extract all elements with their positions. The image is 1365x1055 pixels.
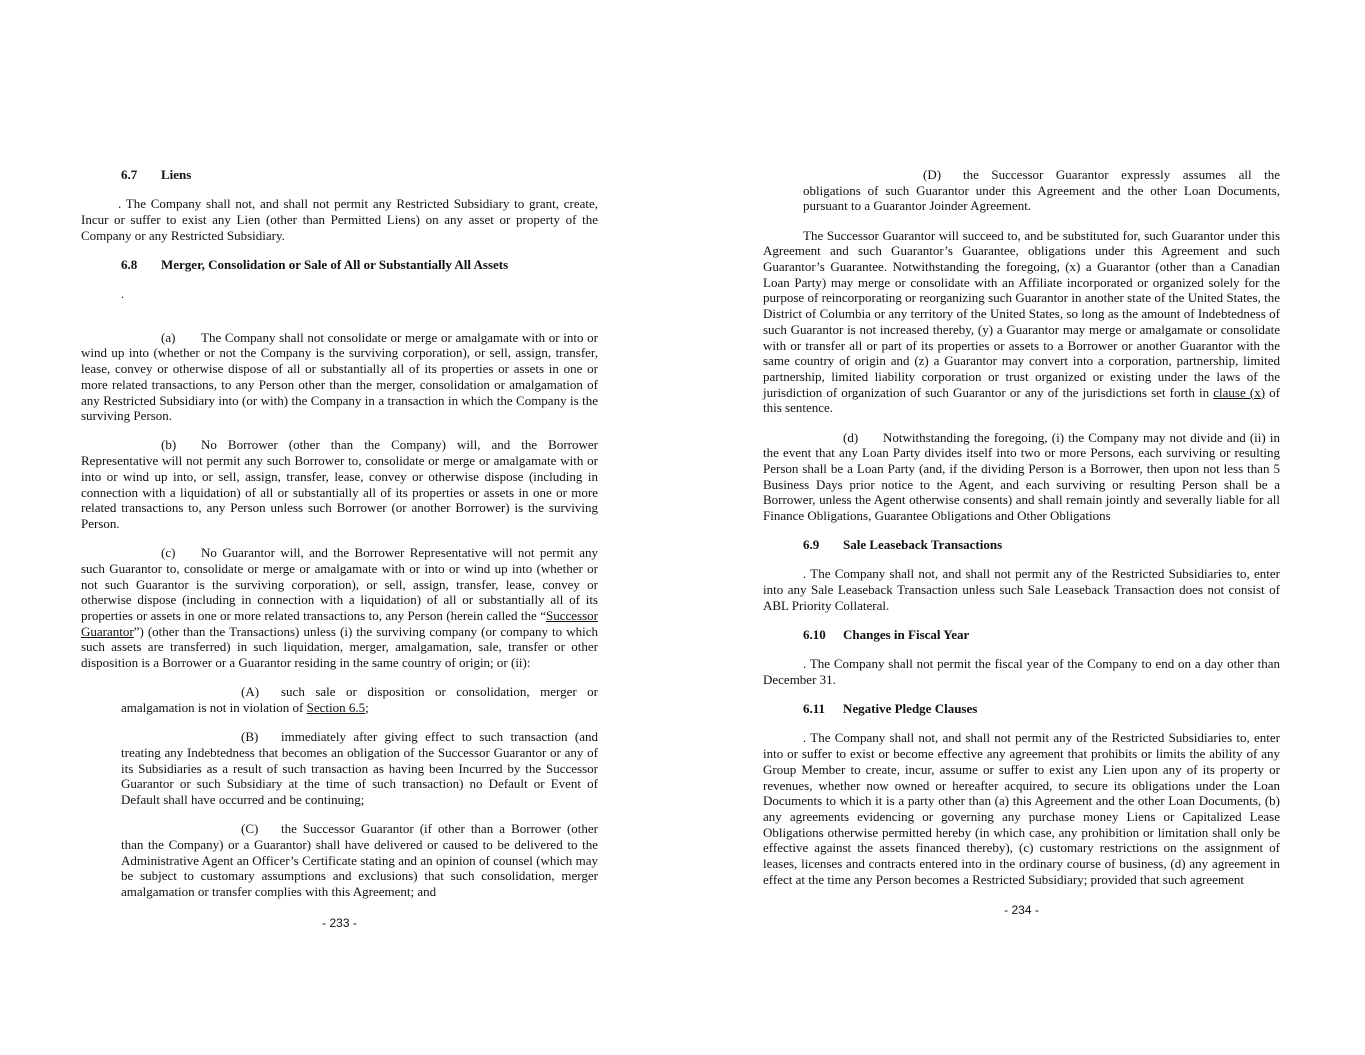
- clause-label: (d): [843, 429, 859, 445]
- paragraph-sale-leaseback: . The Company shall not, and shall not permit any of the Restricted Subsidiaries to, enter into any Sale Leaseback Transaction unless such Sale Leaseback Transaction does not consist of ABL Priority Collateral.: [763, 566, 1280, 613]
- clause-label: (A): [241, 684, 260, 700]
- section-number: 6.8: [121, 256, 138, 272]
- section-heading-6-11: [803, 701, 1280, 717]
- page-234: [763, 167, 1280, 919]
- paragraph-text: of this sentence.: [763, 384, 1280, 416]
- clause-text: ;: [365, 699, 369, 715]
- clause-text: the Successor Guarantor (if other than a Borrower (other than the Company) or a Guarantor) shall have delivered or caused to be delivered to the Administrative Agent an Officer’s Certificate stating and an opinion of counsel (which may be subject to customary assumptions and exclusions) that such consolidation, merger amalgamation or transfer complies with this Agreement; and: [121, 821, 598, 900]
- section-number: 6.11: [803, 701, 826, 717]
- clause-text: The Company shall not consolidate or merge or amalgamate with or into or wind up into (whether or not the Company is the surviving corporation), or sell, assign, transfer, lease, convey or otherwise dispose of all or substantially all of its properties or assets in one or more related transactions, to any Person other than the merger, consolidation or amalgamation of any Restricted Subsidiary into (or with) the Company in a transaction in which the Company is the surviving Person.: [81, 329, 598, 424]
- clause-label: (C): [241, 821, 259, 837]
- paragraph-text: The Successor Guarantor will succeed to, and be substituted for, such Guarantor under this Agreement and such Guarantor’s Guarantee, obligations under this Agreement and such Guarantor’s Guarantee. Notwithstanding the foregoing, (x) a Guarantor (other than a Canadian Loan Party) may merge or consolidate with an Affiliate incorporated or organized solely for the purpose of reincorporating or reorganizing such Guarantor in another state of the United States, the District of Columbia or any territory of the United States, so long as the amount of Indebtedness of such Guarantor is not increased thereby, (y) a Guarantor may merge or amalgamate or consolidate with or transfer all or part of its properties or assets to a Borrower or another Guarantor with the same country of origin and (z) a Guarantor may convert into a corporation, partnership, limited partnership, limited liability corporation or trust organized or existing under the laws of the jurisdiction of organization of such Guarantor or any of the jurisdictions set forth in: [763, 227, 1280, 400]
- clause-text: such sale or disposition or consolidation, merger or amalgamation is not in violation of: [121, 684, 598, 715]
- paragraph-negative-pledge: . The Company shall not, and shall not permit any of the Restricted Subsidiaries to, enter into or suffer to exist or become effective any agreement that prohibits or limits the ability of any Group Member to create, incur, assume or suffer to exist any Lien upon any of its property or revenues, whether now owned or hereafter acquired, to secure its obligations under the Loan Documents to which it is a party other than (a) this Agreement and the other Loan Documents, (b) any agreements evidencing or governing any purchase money Liens or Capitalized Lease Obligations otherwise permitted hereby (in which case, any prohibition or limitation shall only be effective against the assets financed thereby), (c) customary restrictions on the assignment of leases, licenses and contracts entered into in the ordinary course of business, (d) any agreement in effect at the time any Person becomes a Restricted Subsidiary; provided that such agreement: [763, 730, 1280, 887]
- section-title: Liens: [161, 167, 192, 182]
- section-heading-6-8: [121, 257, 598, 273]
- section-title: Merger, Consolidation or Sale of All or Substantially All Assets: [161, 256, 509, 272]
- clause-text: No Guarantor will, and the Borrower Representative will not permit any such Guarantor to, consolidate or merge or amalgamate with or into or wind up into (whether or not such Guarantor is the surviving corporation), or sell, assign, transfer, lease, convey or otherwise dispose (including in connection with a liquidation) of all or substantially all of its properties or assets in one or more related transactions to, any Person (herein called the “: [81, 545, 598, 623]
- page-number: - 234 -: [1004, 903, 1039, 918]
- paragraph-successor-guarantor: [763, 228, 1280, 416]
- section-title: Negative Pledge Clauses: [843, 701, 978, 717]
- clause-d: [763, 430, 1280, 524]
- section-heading-6-10: [803, 627, 1280, 643]
- clause-label: (B): [241, 729, 259, 745]
- section-number: 6.9: [803, 537, 820, 553]
- paragraph-fiscal-year: . The Company shall not permit the fiscal year of the Company to end on a day other than December 31.: [763, 656, 1280, 687]
- section-title: Sale Leaseback Transactions: [843, 537, 1003, 553]
- defined-term-successor-guarantor: Successor Guarantor: [81, 607, 598, 639]
- clause-text: ”) (other than the Transactions) unless (i) the surviving company (or company to which such assets are transferred) in such liquidation, merger, amalgamation, sale, transfer or other disposition is a Borrower or a Guarantor residing in the same country of origin; or (ii):: [81, 623, 598, 671]
- page-number: - 233 -: [322, 915, 357, 930]
- clause-label: (a): [161, 329, 176, 345]
- section-heading-6-9: [803, 537, 1280, 553]
- clause-label: (b): [161, 437, 177, 453]
- clause-C: [121, 821, 598, 900]
- clause-label: (c): [161, 545, 176, 561]
- section-6-5-reference[interactable]: Section 6.5: [306, 699, 366, 715]
- clause-x-reference[interactable]: clause (x): [1213, 384, 1266, 400]
- section-heading-6-7: [121, 167, 598, 183]
- section-number: 6.10: [803, 627, 826, 643]
- clause-B: [121, 729, 598, 808]
- page-233: [81, 167, 598, 931]
- clause-D: [803, 167, 1280, 214]
- clause-text: immediately after giving effect to such transaction (and treating any Indebtedness that becomes an obligation of the Successor Guarantor or any of its Subsidiaries as a result of such transaction as having been Incurred by the Successor Guarantor or such Subsidiary at the time of such transaction) no Default or Event of Default shall have occurred and be continuing;: [121, 729, 598, 807]
- section-number: 6.7: [121, 167, 138, 182]
- clause-c: [81, 545, 598, 671]
- clause-text: No Borrower (other than the Company) will, and the Borrower Representative will not permit any such Borrower to, consolidate or merge or amalgamate with or into or wind up into, or sell, assign, transfer, lease, convey or otherwise dispose (including in connection with a liquidation) of all or substantially all of its properties or assets in one or more related transactions to, any Person unless such Borrower (or another Borrower) is the surviving Person.: [81, 437, 598, 531]
- paragraph-liens: . The Company shall not, and shall not permit any Restricted Subsidiary to grant, create, Incur or suffer to exist any Lien (other than Permitted Liens) on any asset or property of the Company or any Restricted Subsidiary.: [81, 196, 598, 243]
- clause-text: the Successor Guarantor expressly assumes all the obligations of such Guarantor under this Agreement and the other Loan Documents, pursuant to a Guarantor Joinder Agreement.: [803, 167, 1280, 214]
- section-title: Changes in Fiscal Year: [843, 627, 970, 643]
- clause-a: [81, 330, 598, 424]
- clause-b: [81, 437, 598, 531]
- clause-text: Notwithstanding the foregoing, (i) the Company may not divide and (ii) in the event that any Loan Party divides itself into two or more Persons, each surviving or resulting Person shall be a Loan Party (and, if the dividing Person is a Borrower, then upon not less than 5 Business Days prior notice to the Agent, and each surviving or resulting Person shall be a Borrower, unless the Agent otherwise consents) and shall remain jointly and severally liable for all Finance Obligations, Guarantee Obligations and Other Obligations: [763, 429, 1280, 524]
- clause-A: [121, 684, 598, 715]
- stray-period: .: [121, 286, 125, 302]
- clause-label: (D): [923, 167, 942, 182]
